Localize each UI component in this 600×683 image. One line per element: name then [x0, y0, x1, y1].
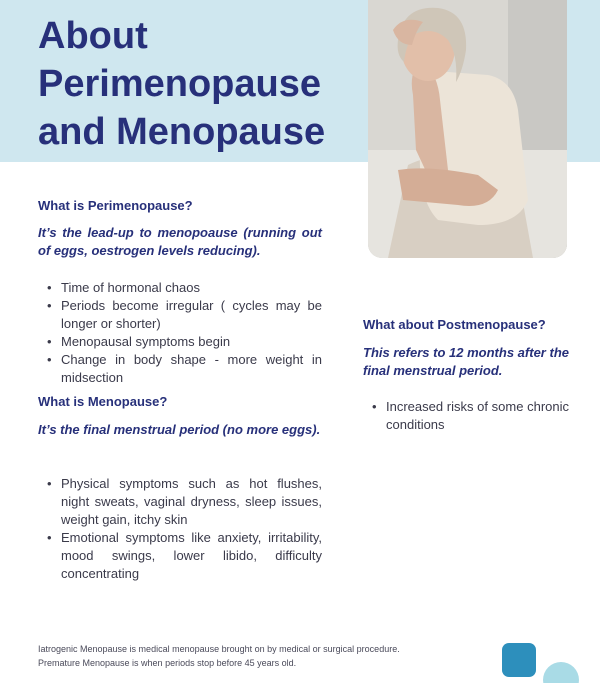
menopause-heading: What is Menopause?: [38, 394, 168, 409]
list-item: • Change in body shape - more weight in midsection: [38, 351, 322, 387]
perimenopause-list: [38, 279, 322, 387]
postmenopause-heading: What about Postmenopause?: [363, 317, 546, 332]
list-item: • Emotional symptoms like anxiety, irritability, mood swings, lower libido, difficulty concentrating: [38, 529, 322, 583]
postmenopause-list: [363, 398, 569, 434]
menopause-list: [38, 475, 322, 583]
footer-notes: [38, 642, 400, 670]
woman-photo: [368, 0, 567, 258]
list-item: • Increased risks of some chronic conditions: [363, 398, 569, 434]
list-item: • Physical symptoms such as hot flushes, night sweats, vaginal dryness, sleep issues, weight gain, itchy skin: [38, 475, 322, 529]
footer-line-premature: Premature Menopause is when periods stop before 45 years old.: [38, 658, 297, 668]
perimenopause-lead: It’s the lead-up to menopoause (running out of eggs, oestrogen levels reducing).: [38, 225, 322, 258]
list-item: • Menopausal symptoms begin: [38, 333, 322, 351]
photo-illustration: [368, 0, 567, 258]
list-item: • Time of hormonal chaos: [38, 279, 322, 297]
postmenopause-lead: This refers to 12 months after the final menstrual period.: [363, 345, 569, 378]
perimenopause-heading: What is Perimenopause?: [38, 198, 193, 213]
footer-line-iatrogenic: Iatrogenic Menopause is medical menopause brought on by medical or surgical procedure.: [38, 644, 400, 654]
page-title: About Perimenopause and Menopause: [38, 15, 326, 153]
list-item: • Periods become irregular ( cycles may be longer or shorter): [38, 297, 322, 333]
decorative-square: [502, 643, 536, 677]
menopause-lead: It’s the final menstrual period (no more eggs).: [38, 422, 321, 437]
decorative-circle: [543, 662, 579, 683]
